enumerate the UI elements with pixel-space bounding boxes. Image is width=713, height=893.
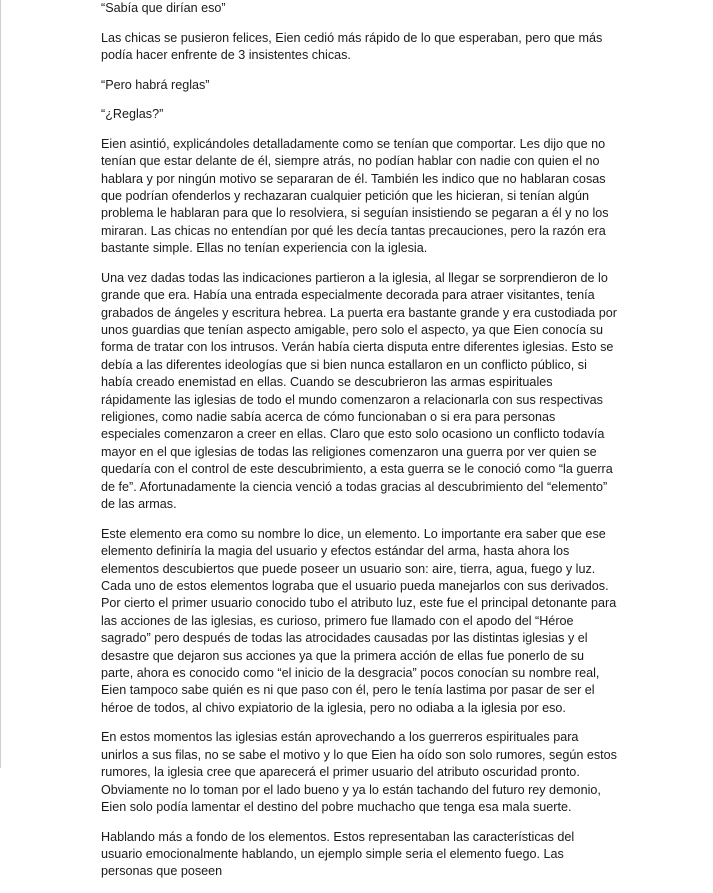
page-edge-divider: [0, 0, 1, 768]
paragraph-eien-asintio: Eien asintió, explicándoles detalladamente como se tenían que comportar. Les dijo que no tenían que estar delante de él, siempre atrás, no podían hablar con nadie con quien el no hablara y por ningún motivo se separaran de él. También les indico que no hablaran cosas que podrían ofenderlos y rechazaran cualquier petición que les hicieran, si tenían algún problema le hablaran para que lo resolviera, si seguían insistiendo se pegaran a él y no los miraran. Las chicas no entendían por qué les decía tantas precauciones, pero la razón era bastante simple. Ellas no tenían experiencia con la iglesia.: [101, 136, 609, 256]
paragraph-quote-reglas: “Pero habrá reglas”: [101, 77, 210, 92]
paragraph-quote-reglas-question: “¿Reglas?”: [101, 107, 164, 122]
paragraph-chicas-felices: Las chicas se pusieron felices, Eien cedió más rápido de lo que esperaban, pero que más podía hacer enfrente de 3 insistentes chicas.: [101, 30, 603, 62]
paragraph-elementos-fondo: Hablando más a fondo de los elementos. Estos representaban las características del usuario emocionalmente hablando, un ejemplo simple seria el elemento fuego. Las personas que poseen: [101, 829, 575, 879]
paragraph-llegada-iglesia: Una vez dadas todas las indicaciones partieron a la iglesia, al llegar se sorprendieron de lo grande que era. Había una entrada especialmente decorada para atraer visitantes, tenía grabados de ángeles y escritura hebrea. La puerta era bastante grande y era custodiada por unos guardias que tenían aspecto amigable, pero solo el aspecto, ya que Eien conocía su forma de tratar con los intrusos. Verán había cierta disputa entre diferentes iglesias. Esto se debía a las diferentes ideologías que si bien nunca estallaron en un conflicto público, si había creado enemistad en ellas. Cuando se descubrieron las armas espirituales rápidamente las iglesias de todo el mundo comenzaron a relacionarla con sus respectivas religiones, como nadie sabía acerca de cómo funcionaban o si era para personas especiales comenzaron a creer en ellas. Claro que esto solo ocasiono un conflicto todavía mayor en el que iglesias de todas las religiones comenzaron una guerra por ver quien se quedaría con el control de este descubrimiento, a esta guerra se le conoció como “la guerra de fe”. Afortunadamente la ciencia venció a todas gracias al descubrimiento del “elemento” de las armas.: [101, 270, 617, 512]
paragraph-guerreros-espirituales: En estos momentos las iglesias están aprovechando a los guerreros espirituales para unirlos a sus filas, no se sabe el motivo y lo que Eien ha oído son solo rumores, según estos rumores, la iglesia cree que aparecerá el primer usuario del atributo oscuridad pronto. Obviamente no lo toman por el lado bueno y ya lo están tachando del futuro rey demonio, Eien solo podía lamentar el destino del pobre muchacho que tenga esa mala suerte.: [101, 730, 617, 814]
paragraph-elemento: Este elemento era como su nombre lo dice, un elemento. Lo importante era saber que ese elemento definiría la magia del usuario y efectos estándar del arma, hasta ahora los elementos descubiertos que puede poseer un usuario son: aire, tierra, agua, fuego y luz. Cada uno de estos elementos lograba que el usuario pueda manejarlos con sus derivados. Por cierto el primer usuario conocido tubo el atributo luz, este fue el principal detonante para las acciones de las iglesias, es curioso, primero fue llamado con el apodo del “Héroe sagrado” pero después de todas las atrocidades causadas por las distintas iglesias y el desastre que dejaron sus acciones ya que la primera acción de ellas fue ponerlo de su parte, ahora es conocido como “el inicio de la desgracia” pocos conocían su nombre real, Eien tampoco sabe quién es ni que paso con él, pero le tenía lastima por pasar de ser el héroe de todos, al chivo expiatorio de la iglesia, pero no odiaba a la iglesia por eso.: [101, 526, 617, 715]
document-body: [101, 0, 617, 893]
paragraph-quote-sabia: “Sabía que dirían eso”: [101, 1, 226, 15]
